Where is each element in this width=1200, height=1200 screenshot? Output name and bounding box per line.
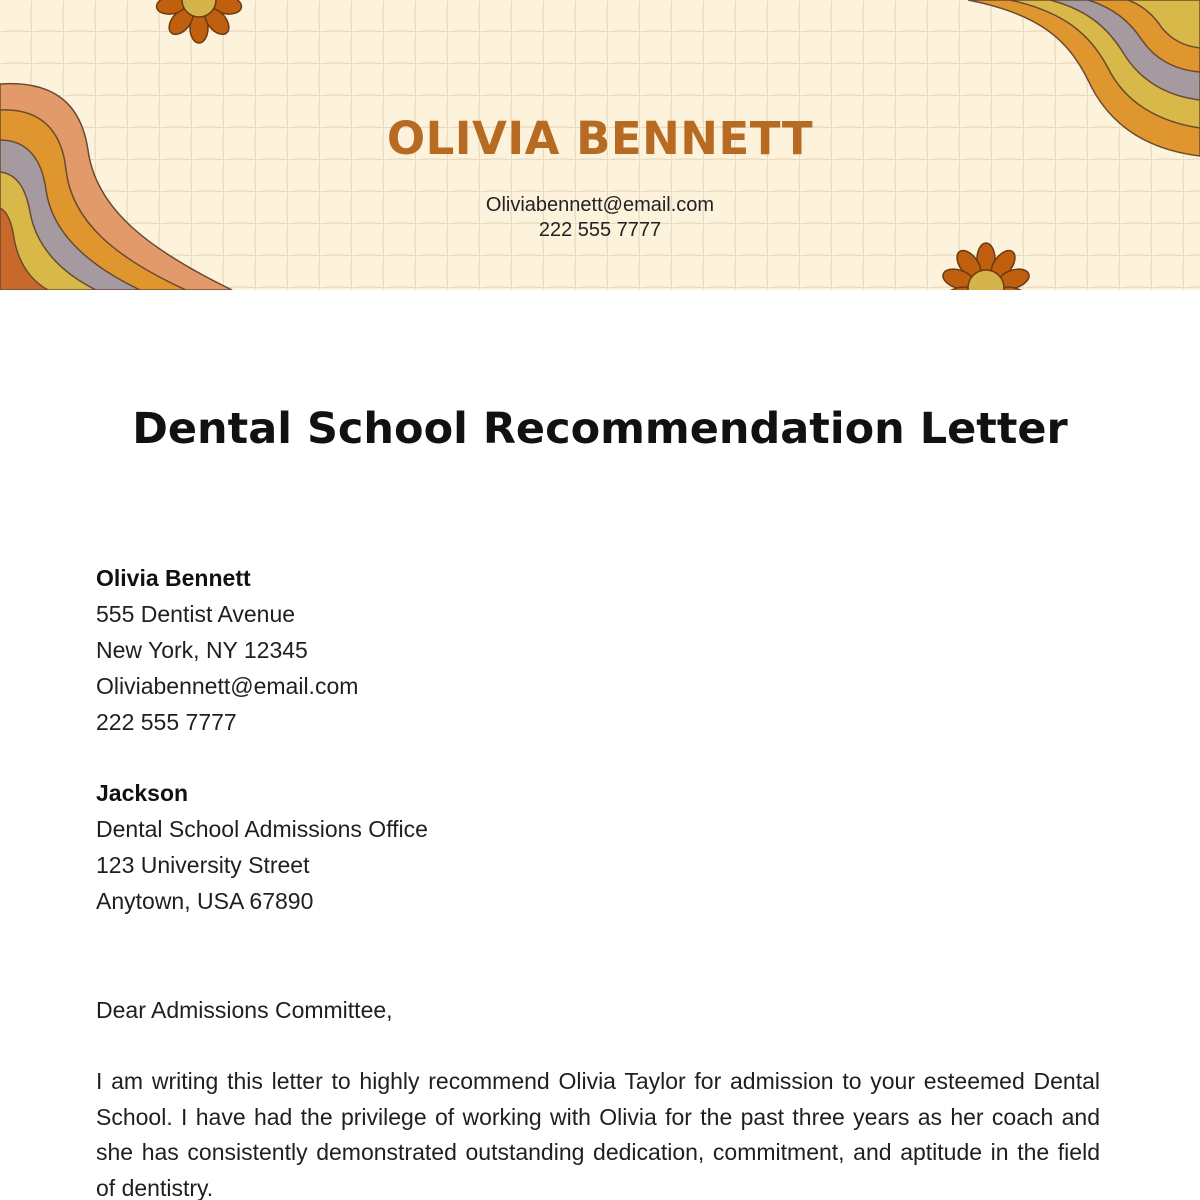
sender-name: Olivia Bennett [96, 565, 251, 591]
recipient-name: Jackson [96, 780, 189, 806]
body-paragraph: I am writing this letter to highly recommend Olivia Taylor for admission to your esteemed Dental School. I have had the privilege of working with Olivia for the past three years as her coach and she has consistently demonstrated outstanding dedication, commitment, and aptitude in the field of dentistry. [96, 1068, 1100, 1200]
salutation: Dear Admissions Committee, [96, 997, 393, 1023]
sender-phone: 222 555 7777 [96, 709, 237, 735]
letterhead [0, 0, 1200, 290]
sender-street: 555 Dentist Avenue [96, 601, 296, 627]
recipient-city: Anytown, USA 67890 [96, 888, 314, 914]
recipient-office: Dental School Admissions Office [96, 816, 428, 842]
sender-address-block [96, 560, 358, 740]
letterhead-phone: 222 555 7777 [538, 219, 662, 241]
recipient-address-block [96, 775, 428, 919]
document-title: Dental School Recommendation Letter [132, 404, 1068, 454]
sender-email: Oliviabennett@email.com [96, 673, 359, 699]
letterhead-email: Oliviabennett@email.com [485, 194, 715, 216]
sender-city: New York, NY 12345 [96, 637, 308, 663]
recipient-street: 123 University Street [96, 852, 310, 878]
letterhead-name: OLIVIA BENNETT [386, 112, 814, 165]
